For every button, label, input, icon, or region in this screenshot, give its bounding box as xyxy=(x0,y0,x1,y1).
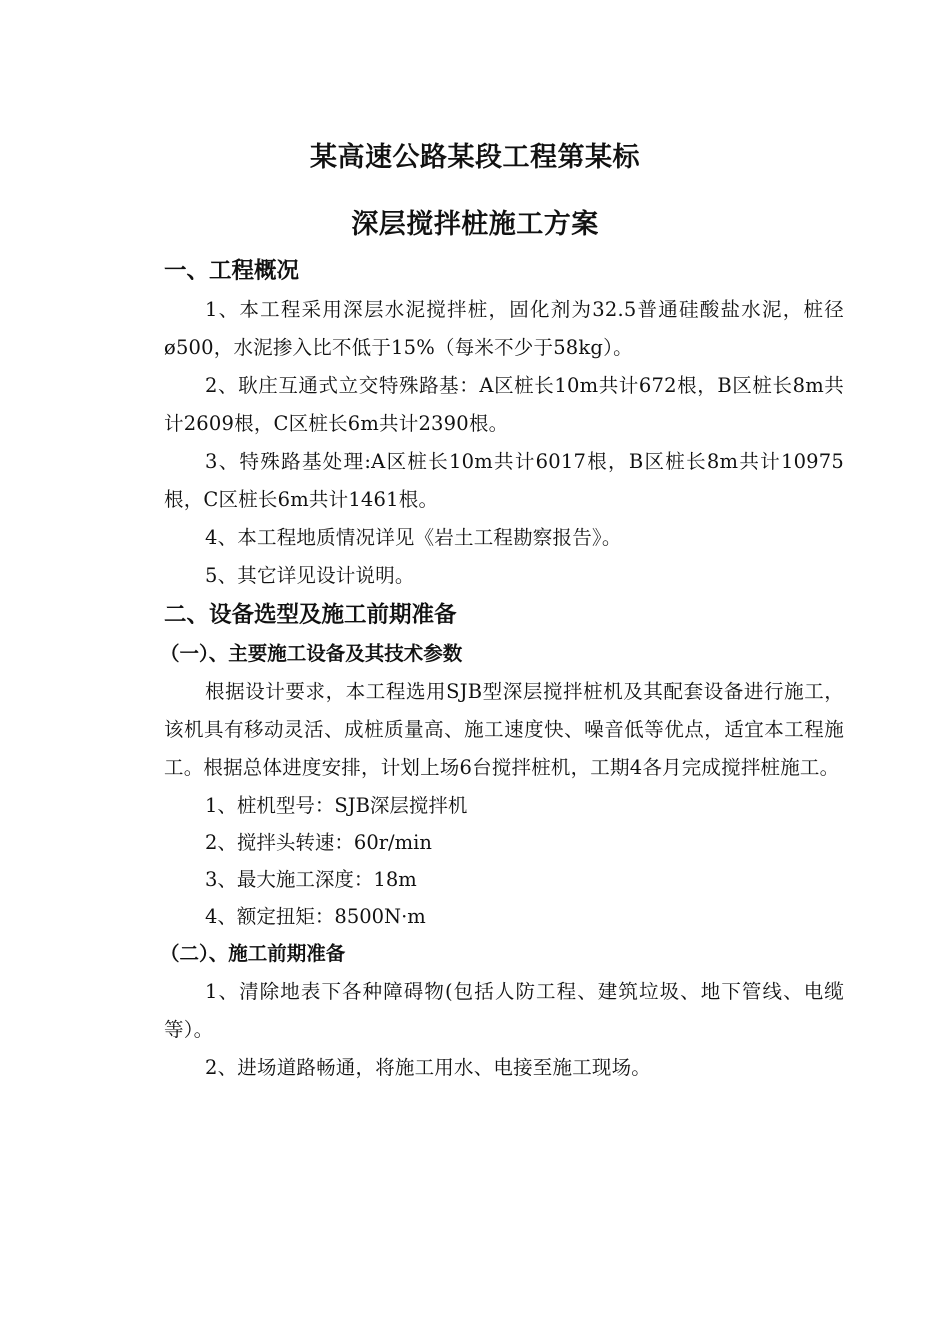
preparation-paragraph-2: 2、进场道路畅通，将施工用水、电接至施工现场。 xyxy=(205,1056,652,1079)
overview-paragraph-3: 3、特殊路基处理:A区桩长10m共计6017根，B区桩长8m共计10975根，C区桩长6m共计1461根。 xyxy=(164,450,844,511)
section-heading-overview: 一、工程概况 xyxy=(164,258,300,284)
preparation-paragraph-1: 1、清除地表下各种障碍物(包括人防工程、建筑垃圾、地下管线、电缆等）。 xyxy=(164,980,844,1041)
overview-paragraph-1: 1、本工程采用深层水泥搅拌桩，固化剂为32.5普通硅酸盐水泥，桩径ø500，水泥掺入比不低于15%（每米不少于58kg）。 xyxy=(164,298,844,359)
subsection-heading-equipment-params: （一）、主要施工设备及其技术参数 xyxy=(160,642,463,665)
overview-paragraph-5: 5、其它详见设计说明。 xyxy=(205,564,415,587)
document-title-line-2: 深层搅拌桩施工方案 xyxy=(351,209,599,240)
overview-paragraph-2: 2、耿庄互通式立交特殊路基：A区桩长10m共计672根，B区桩长8m共计2609根，C区桩长6m共计2390根。 xyxy=(164,374,844,435)
equipment-param-torque: 4、额定扭矩：8500N·m xyxy=(205,905,426,928)
equipment-param-model: 1、桩机型号：SJB深层搅拌机 xyxy=(205,794,468,817)
subsection-heading-preparation: （二）、施工前期准备 xyxy=(160,942,346,965)
document-title-line-1: 某高速公路某段工程第某标 xyxy=(310,142,640,173)
equipment-intro-paragraph: 根据设计要求，本工程选用SJB型深层搅拌桩机及其配套设备进行施工，该机具有移动灵活、成桩质量高、施工速度快、噪音低等优点，适宜本工程施工。根据总体进度安排，计划上场6台搅拌桩机，工期4各月完成搅拌桩施工。 xyxy=(164,680,844,779)
document-body xyxy=(160,251,844,1087)
equipment-param-speed: 2、搅拌头转速：60r/min xyxy=(205,831,432,854)
equipment-param-depth: 3、最大施工深度：18m xyxy=(205,868,417,891)
section-heading-equipment: 二、设备选型及施工前期准备 xyxy=(164,602,457,628)
overview-paragraph-4: 4、本工程地质情况详见《岩土工程勘察报告》。 xyxy=(205,526,622,549)
